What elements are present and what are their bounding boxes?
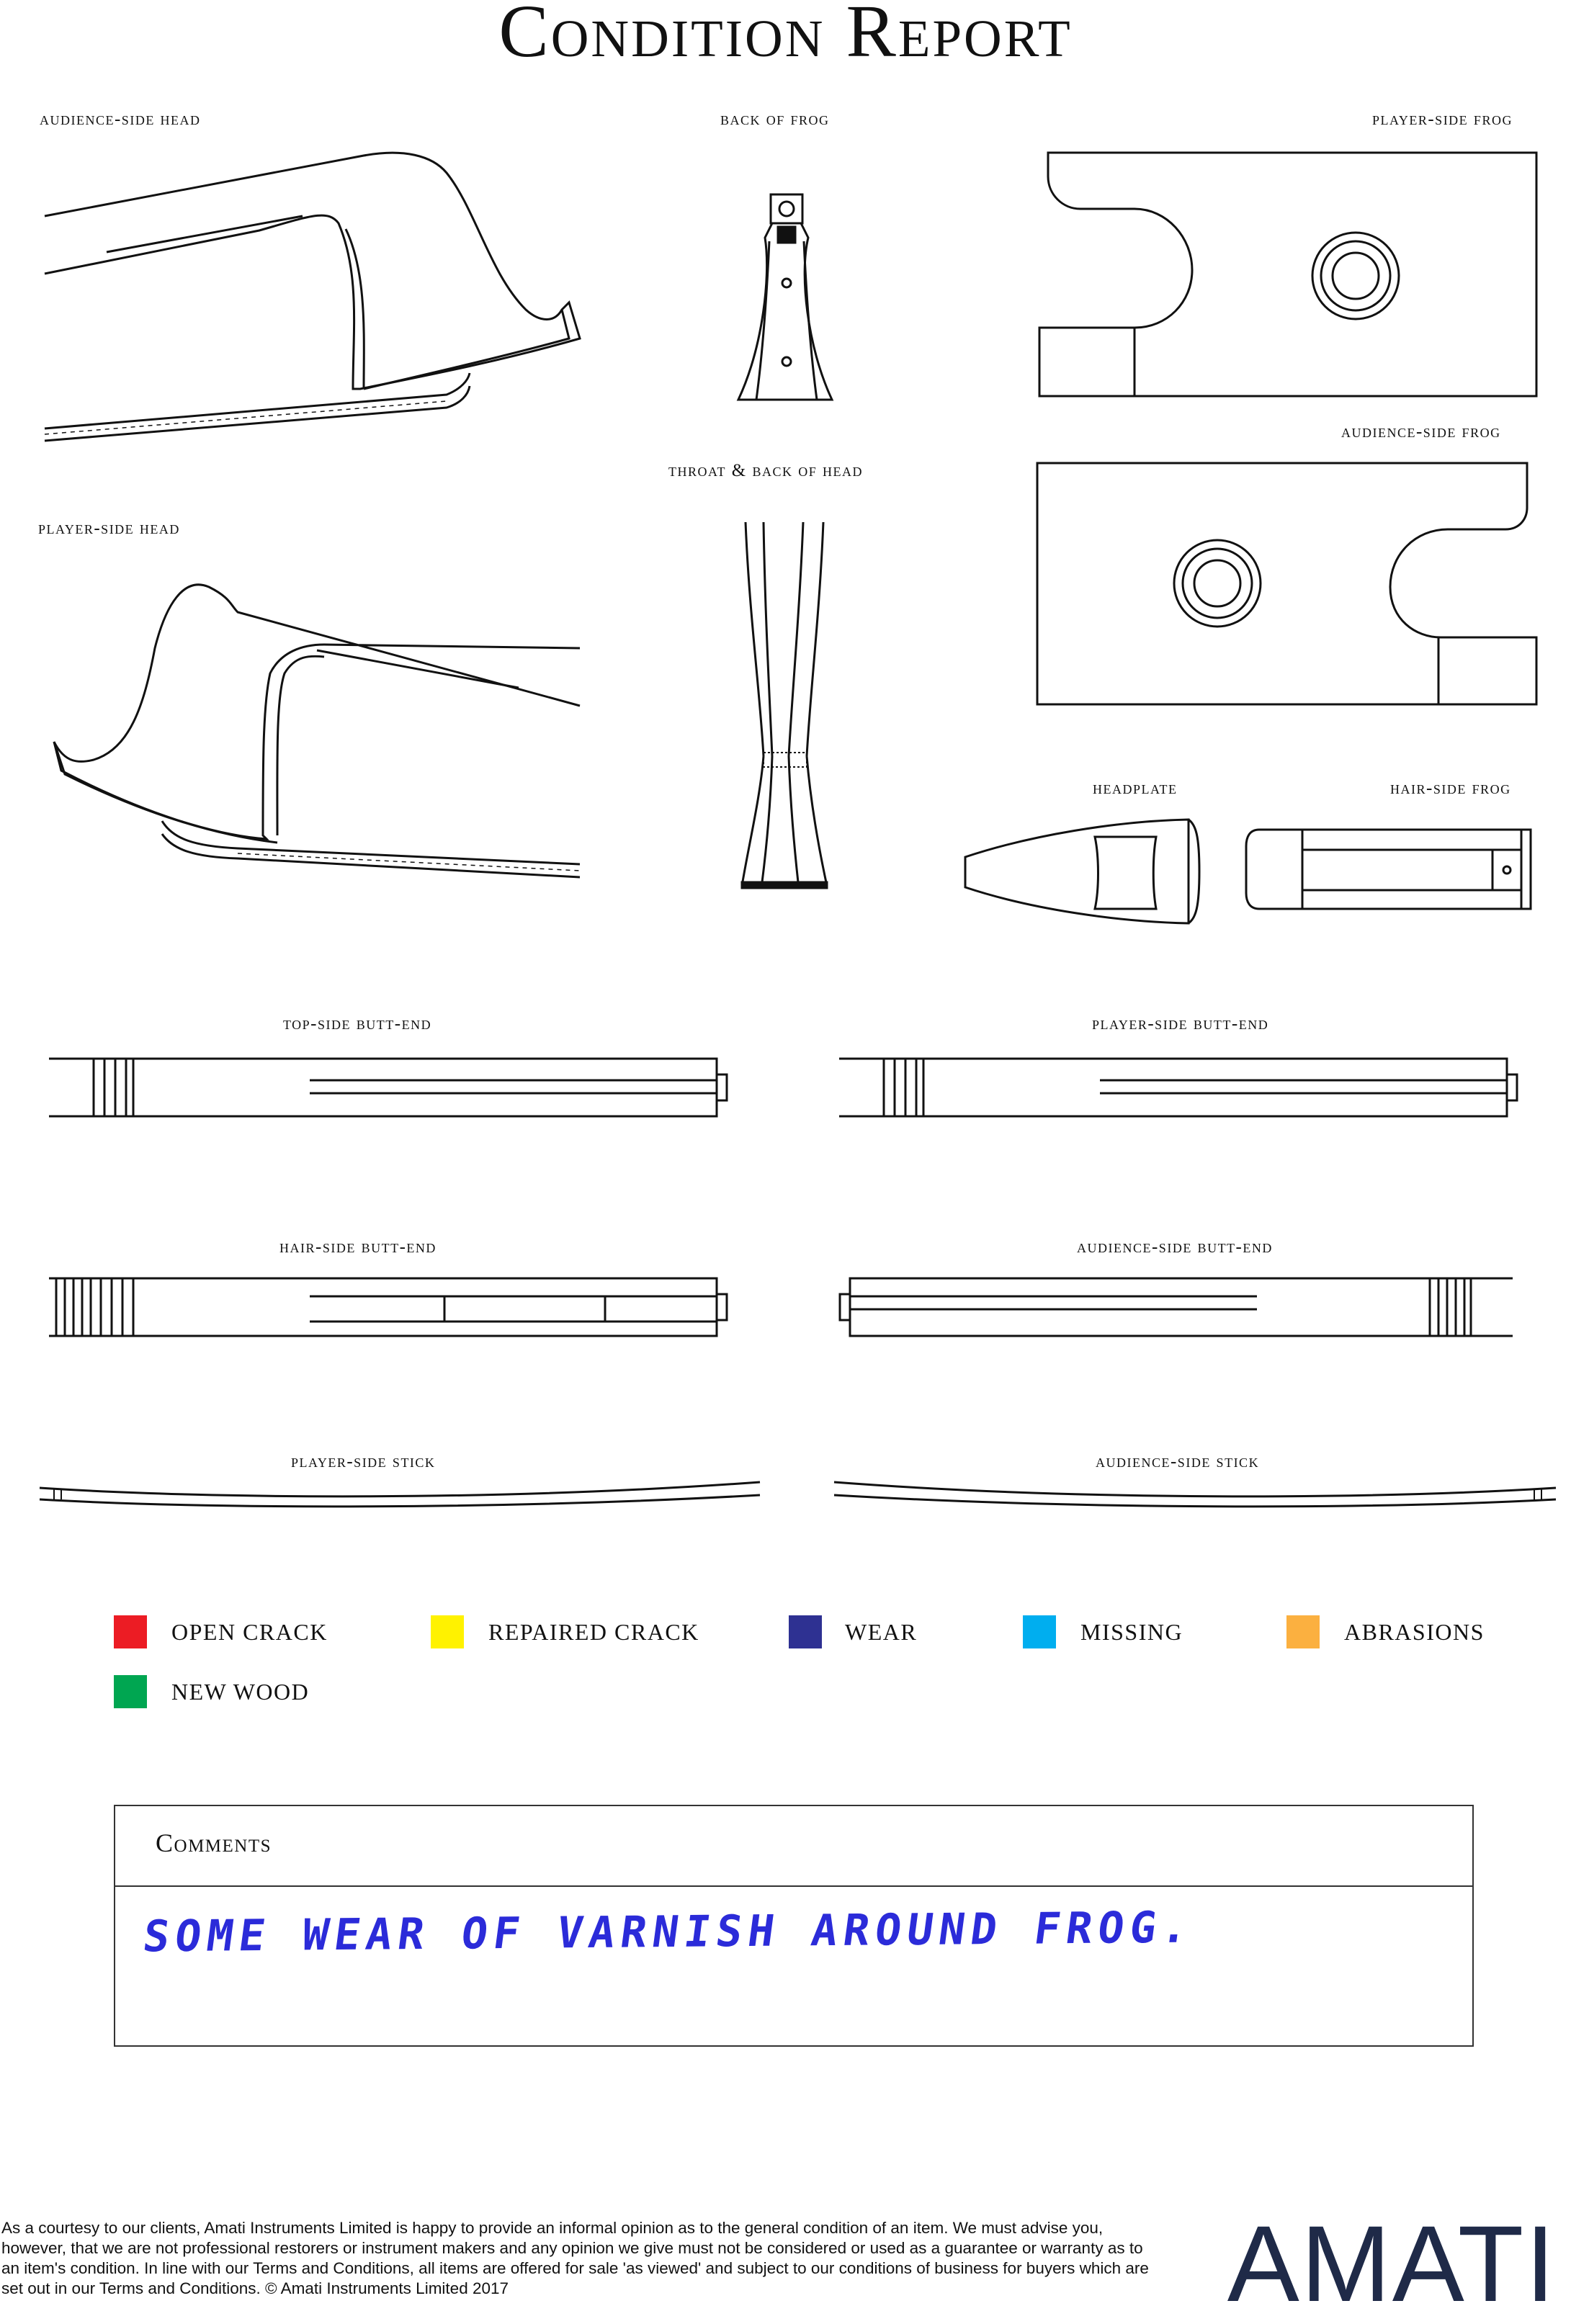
label-audience-side-frog: audience-side frog	[1341, 422, 1501, 441]
label-audience-side-stick: audience-side stick	[1096, 1452, 1260, 1471]
label-player-side-butt-end: player-side butt-end	[1092, 1014, 1269, 1033]
comments-header	[115, 1806, 1472, 1887]
hair-side-frog-drawing	[1246, 830, 1531, 909]
comments-heading: Comments	[156, 1829, 272, 1857]
audience-side-butt-end-drawing	[840, 1278, 1513, 1336]
legend-swatch-missing	[1023, 1615, 1056, 1648]
label-audience-side-head: audience-side head	[40, 109, 201, 129]
label-player-side-stick: player-side stick	[291, 1452, 436, 1471]
audience-side-head-drawing	[45, 153, 580, 441]
audience-side-frog-drawing	[1037, 463, 1536, 704]
headplate-drawing	[965, 820, 1199, 923]
label-hair-side-butt-end: hair-side butt-end	[279, 1237, 437, 1257]
player-side-stick-drawing	[40, 1482, 760, 1507]
label-audience-side-butt-end: audience-side butt-end	[1077, 1237, 1273, 1257]
legend-label-new-wood: NEW WOOD	[171, 1679, 310, 1705]
player-side-head-drawing	[54, 585, 580, 877]
legend-label-open-crack: OPEN CRACK	[171, 1619, 328, 1645]
hair-side-butt-end-drawing	[49, 1278, 727, 1336]
audience-side-stick-drawing	[834, 1482, 1556, 1507]
back-of-frog-drawing	[738, 194, 832, 400]
legend-label-missing: MISSING	[1080, 1619, 1183, 1645]
legend-label-repaired-crack: REPAIRED CRACK	[488, 1619, 699, 1645]
throat-back-of-head-drawing	[742, 522, 827, 888]
top-side-butt-end-drawing	[49, 1059, 727, 1116]
amati-logo: AMATI	[1227, 2203, 1557, 2324]
legend-label-abrasions: ABRASIONS	[1344, 1619, 1485, 1645]
page-title: Condition Report	[498, 0, 1073, 73]
label-player-side-head: player-side head	[38, 519, 180, 538]
label-back-of-frog: back of frog	[720, 109, 830, 129]
comments-handwritten-note: SOME WEAR OF VARNISH AROUND FROG.	[140, 1902, 1197, 1962]
label-throat-back-of-head: throat & back of head	[668, 461, 863, 480]
label-top-side-butt-end: top-side butt-end	[283, 1014, 432, 1033]
legend-label-wear: WEAR	[845, 1619, 918, 1645]
disclaimer-text: As a courtesy to our clients, Amati Instruments Limited is happy to provide an informal opinion as to the general condition of an item. We must advise you, however, that we are not professional restorers or instrument makers and any opinion we give must not be considered or used as a guarantee or warranty as to an item's condition. In line with our Terms and Conditions, all items are offered for sale 'as viewed' and subject to our conditions of business for buyers which are set out in our Terms and Conditions. © Amati Instruments Limited 2017	[1, 2219, 1149, 2297]
legend-swatch-wear	[789, 1615, 822, 1648]
label-hair-side-frog: hair-side frog	[1390, 779, 1511, 798]
legend-swatch-open-crack	[114, 1615, 147, 1648]
player-side-frog-drawing	[1039, 153, 1536, 396]
player-side-butt-end-drawing	[839, 1059, 1517, 1116]
legend-swatch-abrasions	[1286, 1615, 1320, 1648]
label-headplate: headplate	[1093, 779, 1178, 798]
comments-box	[114, 1805, 1474, 2047]
legend-swatch-new-wood	[114, 1675, 147, 1708]
legend-swatch-repaired-crack	[431, 1615, 464, 1648]
label-player-side-frog: player-side frog	[1372, 109, 1513, 129]
